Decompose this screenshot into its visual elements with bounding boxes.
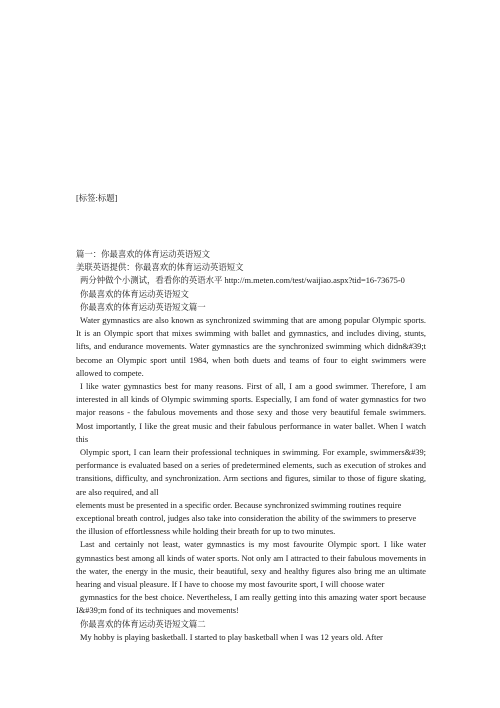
paragraph: Last and certainly not least, water gymnastics is my most favourite Olympic sport. I like water gymnastics best among all kinds of water sports. Not only am I attracted to their fabulous movements in the water, the energy in the music, their beautiful, sexy and healthy figures also bring me an ultimate hearing and visual pleasure. If I have to choose my most favourite sport, I will choose water xyxy=(76,540,426,590)
paragraph: I like water gymnastics best for many reasons. First of all, I am a good swimmer. Therefore, I am interested in all kinds of Olympic swimming sports. Especially, I am fond of water gymnastics for two major reasons - the fabulous movements and those sexy and those very beautiful female swimmers. Most importantly, I like the great music and their fabulous performance in water ballet. When I watch this xyxy=(76,382,426,444)
paragraph: elements must be presented in a specific order. Because synchronized swimming routines require exceptional breath control, judges also take into consideration the ability of the swimmers to preserve the illusion of effortlessness while holding their breath for up to two minutes. xyxy=(76,500,417,537)
test-link-line[interactable]: 两分钟做个小测试，看看你的英语水平 http://m.meten.com/test/waijiao.aspx?tid=16-73675-0 xyxy=(80,276,405,286)
paragraph: gymnastics for the best choice. Nevertheless, I am really getting into this amazing water sport because I&#39;m fond of its techniques and movements! xyxy=(76,593,426,616)
section-heading-2: 你最喜欢的体育运动英语短文篇二 xyxy=(80,619,206,629)
document-body xyxy=(76,248,426,644)
subtitle: 你最喜欢的体育运动英语短文 xyxy=(80,289,189,299)
paragraph: Olympic sport, I can learn their professional techniques in swimming. For example, swimmers&#39; performance is evaluated based on a series of predetermined elements, such as execution of strokes and transitions, difficulty, and synchronization. Arm sections and figures, similar to those of figure skating, are also required, and all xyxy=(76,448,426,497)
provider-line: 美联英语提供：你最喜欢的体育运动英语短文 xyxy=(76,263,244,273)
tag-placeholder: [标签:标题] xyxy=(76,194,118,203)
section-heading-1: 你最喜欢的体育运动英语短文篇一 xyxy=(80,302,206,312)
article-heading: 篇一：你最喜欢的体育运动英语短文 xyxy=(76,250,210,259)
paragraph: Water gymnastics are also known as synchronized swimming that are among popular Olympic sports. It is an Olympic sport that mixes swimming with ballet and gymnastics, and includes diving, stunts, lifts, and endurance movements. Water gymnastics are the synchronized swimming which didn&#39;t become an Olympic sport until 1984, when both duets and teams of four to eight swimmers were allowed to compete. xyxy=(76,316,426,378)
paragraph: My hobby is playing basketball. I started to play basketball when I was 12 years old. After xyxy=(80,632,383,642)
